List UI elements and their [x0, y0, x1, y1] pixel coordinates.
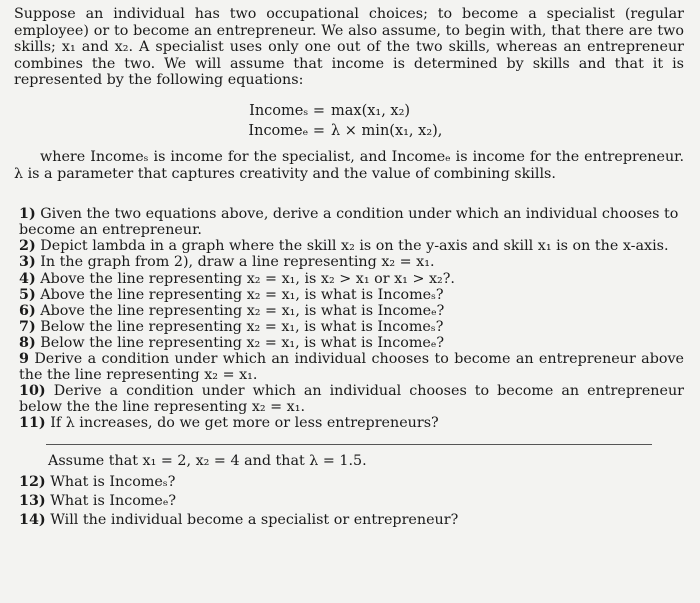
question-number: 9 — [19, 351, 29, 367]
question-2 — [19, 238, 684, 254]
question-text: What is Incomeₛ? — [50, 473, 176, 490]
question-10 — [19, 383, 684, 415]
equation-rhs: λ × min(x₁, x₂), — [331, 122, 443, 139]
question-text: Below the line representing x₂ = x₁, is what is Incomeₑ? — [40, 334, 445, 351]
question-8 — [19, 335, 684, 351]
given-values: Assume that x₁ = 2, x₂ = 4 and that λ = 1.5. — [48, 453, 367, 470]
question-list — [19, 206, 684, 431]
question-number: 13) — [19, 493, 46, 510]
question-9 — [19, 351, 684, 383]
equation-lhs: Incomeₑ = — [248, 122, 325, 139]
question-number: 10) — [19, 383, 46, 400]
equation-income-specialist — [14, 101, 684, 121]
question-number: 8) — [19, 334, 36, 351]
question-text: Will the individual become a specialist or entrepreneur? — [50, 512, 459, 529]
question-text: Above the line representing x₂ = x₁, is what is Incomeₑ? — [40, 302, 445, 319]
question-6 — [19, 303, 684, 319]
question-number: 14) — [19, 512, 46, 529]
question-3 — [19, 254, 684, 270]
question-12 — [19, 473, 684, 492]
question-text: Above the line representing x₂ = x₁, is x₂ > x₁ or x₁ > x₂?. — [40, 270, 455, 287]
question-text: Derive a condition under which an individual chooses to become an entrepreneur above the the line representing x₂ = x₁. — [19, 351, 684, 384]
question-number: 3) — [19, 254, 36, 271]
question-7 — [19, 319, 684, 335]
equation-income-entrepreneur — [14, 121, 684, 141]
question-number: 5) — [19, 286, 36, 303]
intro-paragraph: Suppose an individual has two occupational choices; to become a specialist (regular employee) or to become an entrepreneur. We also assume, to begin with, that there are two skills; x₁ and x₂. A specialist uses only one out of the two skills, whereas an entrepreneur combines the two. We will assume that income is determined by skills and that it is represented by the following equations: — [14, 6, 684, 89]
followup-question-list — [19, 473, 684, 531]
question-number: 12) — [19, 473, 46, 490]
question-number: 2) — [19, 238, 36, 255]
question-text: Given the two equations above, derive a condition under which an individual chooses to become an entrepreneur. — [19, 206, 679, 239]
question-number: 1) — [19, 206, 36, 223]
question-11 — [19, 415, 684, 431]
where-paragraph: where Incomeₛ is income for the specialist, and Incomeₑ is income for the entrepreneur. λ is a parameter that captures creativity and the value of combining skills. — [14, 148, 684, 182]
question-text: In the graph from 2), draw a line representing x₂ = x₁. — [40, 254, 435, 271]
question-text: Below the line representing x₂ = x₁, is what is Incomeₛ? — [40, 318, 444, 335]
question-text: What is Incomeₑ? — [50, 493, 177, 510]
question-text: If λ increases, do we get more or less entrepreneurs? — [50, 415, 439, 432]
question-14 — [19, 511, 684, 530]
question-number: 7) — [19, 318, 36, 335]
question-number: 4) — [19, 270, 36, 287]
question-text: Depict lambda in a graph where the skill x₂ is on the y-axis and skill x₁ is on the x-axis. — [40, 238, 669, 255]
question-1 — [19, 206, 684, 238]
question-4 — [19, 271, 684, 287]
equation-lhs: Incomeₛ = — [249, 102, 325, 119]
section-divider — [46, 444, 652, 445]
income-equations — [14, 101, 684, 141]
equation-rhs: max(x₁, x₂) — [331, 102, 411, 119]
question-text: Derive a condition under which an individual chooses to become an entrepreneur below the the line representing x₂ = x₁. — [19, 383, 685, 416]
question-number: 6) — [19, 302, 36, 319]
question-text: Above the line representing x₂ = x₁, is what is Incomeₛ? — [40, 286, 444, 303]
question-13 — [19, 492, 684, 511]
question-5 — [19, 287, 684, 303]
question-number: 11) — [19, 415, 46, 432]
